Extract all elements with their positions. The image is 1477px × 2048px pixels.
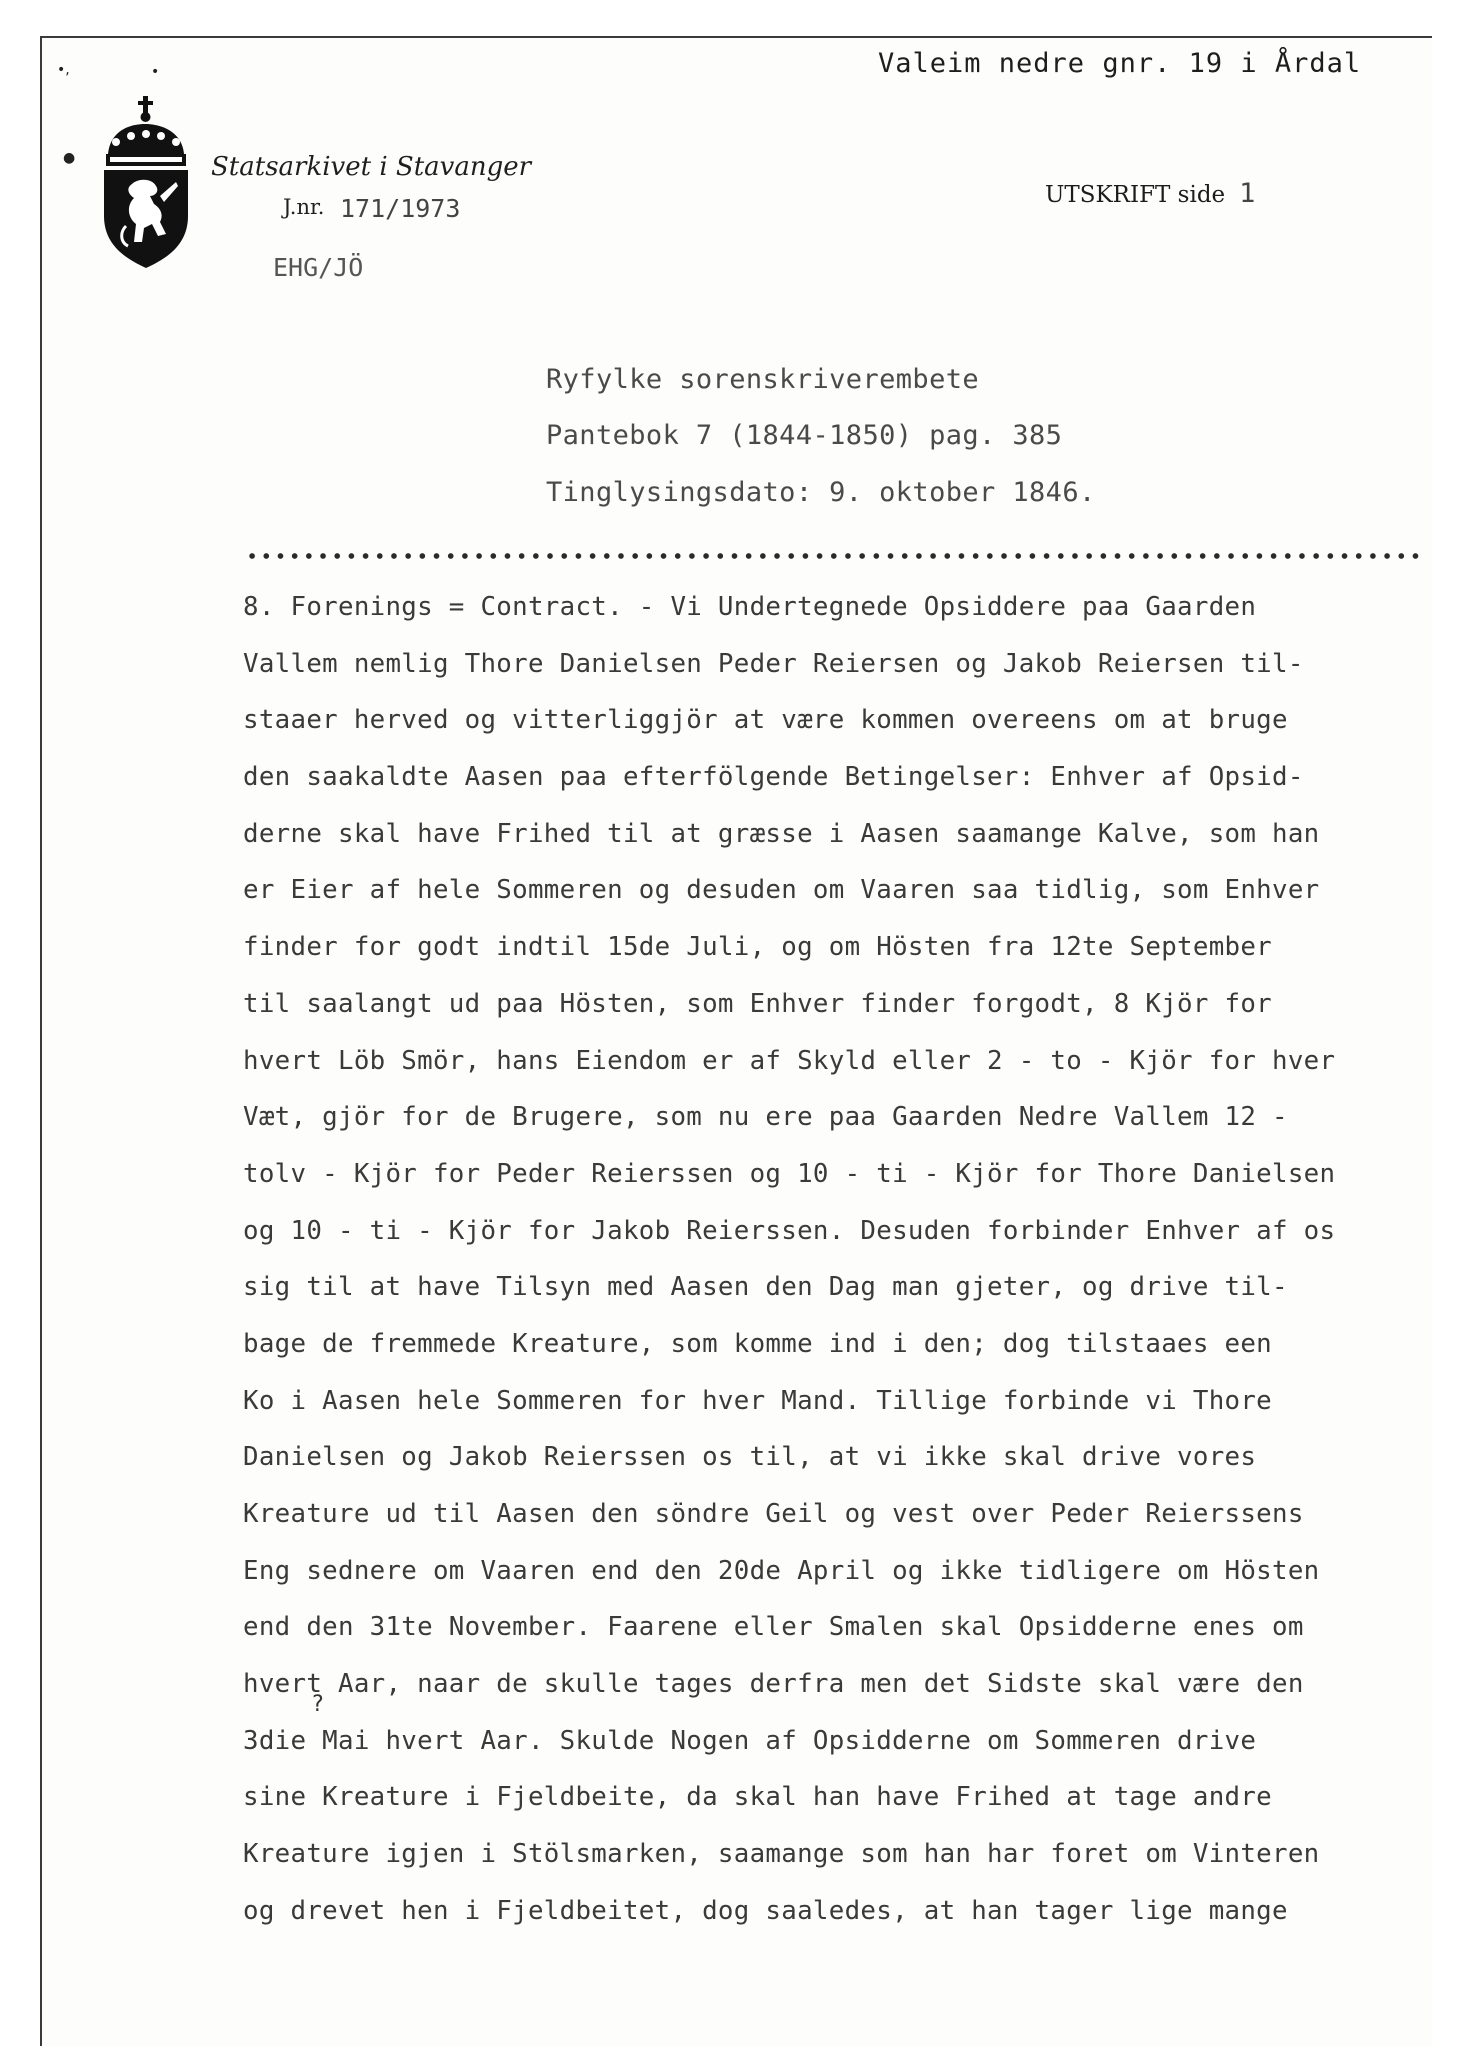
text-line: finder for godt indtil 15de Juli, og om Hösten fra 12te September — [243, 932, 1273, 963]
text-line: 3die Mai hvert Aar. Skulde Nogen af Opsidderne om Sommeren drive — [243, 1725, 1257, 1756]
text-line: Ko i Aasen hele Sommeren for hver Mand. Tillige forbinde vi Thore — [243, 1385, 1273, 1416]
source-office: Ryfylke sorenskriverembete — [546, 364, 980, 395]
text-line: 8. Forenings = Contract. - Vi Undertegnede Opsiddere paa Gaarden — [243, 592, 1257, 622]
text-line: er Eier af hele Sommeren og desuden om Vaaren saa tidlig, som Enhver — [243, 875, 1320, 906]
text-line: sig til at have Tilsyn med Aasen den Dag man gjeter, og drive til- — [243, 1272, 1288, 1303]
text-line: Vallem nemlig Thore Danielsen Peder Reiersen og Jakob Reiersen til- — [243, 648, 1304, 679]
text-line: hvert Aar, naar de skulle tages derfra men det Sidste skal være den — [243, 1669, 1304, 1700]
record-reference: Valeim nedre gnr. 19 i Årdal — [878, 48, 1362, 79]
margin-mark: •, — [57, 62, 70, 78]
transcription-body — [243, 585, 1423, 1946]
text-line: tolv - Kjör for Peder Reierssen og 10 - ti - Kjör for Thore Danielsen — [243, 1158, 1336, 1189]
source-book: Pantebok 7 (1844-1850) pag. 385 — [546, 420, 1063, 451]
margin-mark: ● — [63, 150, 76, 166]
uncertain-reading-mark: ? — [311, 1692, 325, 1717]
text-line: Kreature igjen i Stölsmarken, saamange som han har foret om Vinteren — [243, 1839, 1320, 1870]
text-line: hvert Löb Smör, hans Eiendom er af Skyld eller 2 - to - Kjör for hver — [243, 1045, 1336, 1076]
text-line: Kreature ud til Aasen den söndre Geil og vest over Peder Reierssens — [243, 1499, 1304, 1529]
text-line: Væt, gjör for de Brugere, som nu ere paa Gaarden Nedre Vallem 12 - — [243, 1102, 1288, 1133]
text-line: end den 31te November. Faarene eller Smalen skal Opsidderne enes om — [243, 1612, 1304, 1643]
archive-name: Statsarkivet i Stavanger — [211, 152, 532, 182]
text-line: Eng sednere om Vaaren end den 20de April og ikke tidligere om Hösten — [243, 1555, 1320, 1586]
margin-mark: • — [151, 64, 160, 80]
dotted-separator — [245, 549, 1425, 563]
utskrift-heading — [1045, 178, 1255, 209]
utskrift-page-number: 1 — [1239, 178, 1256, 209]
text-line: til saalangt ud paa Hösten, som Enhver finder forgodt, 8 Kjör for — [243, 988, 1273, 1019]
text-line: og drevet hen i Fjeldbeitet, dog saaledes, at han tager lige mange — [243, 1895, 1288, 1926]
registration-date: Tinglysingsdato: 9. oktober 1846. — [546, 477, 1096, 508]
journal-number: 171/1973 — [340, 194, 461, 223]
norwegian-coat-of-arms-icon — [98, 96, 194, 270]
journal-label: J.nr. — [283, 195, 325, 219]
text-line: derne skal have Frihed til at græsse i Aasen saamange Kalve, som han — [243, 818, 1320, 849]
text-line: bage de fremmede Kreature, som komme ind i den; dog tilstaaes een — [243, 1328, 1273, 1359]
text-line: Danielsen og Jakob Reierssen os til, at vi ikke skal drive vores — [243, 1442, 1257, 1473]
text-line: staaer herved og vitterliggjör at være kommen overeens om at bruge — [243, 705, 1288, 736]
text-line: den saakaldte Aasen paa efterfölgende Betingelser: Enhver af Opsid- — [243, 762, 1304, 793]
text-line: og 10 - ti - Kjör for Jakob Reierssen. Desuden forbinder Enhver af os — [243, 1215, 1336, 1246]
text-line: sine Kreature i Fjeldbeite, da skal han have Frihed at tage andre — [243, 1782, 1273, 1813]
clerk-initials: EHG/JÖ — [273, 253, 364, 282]
utskrift-label: UTSKRIFT side — [1045, 182, 1226, 208]
